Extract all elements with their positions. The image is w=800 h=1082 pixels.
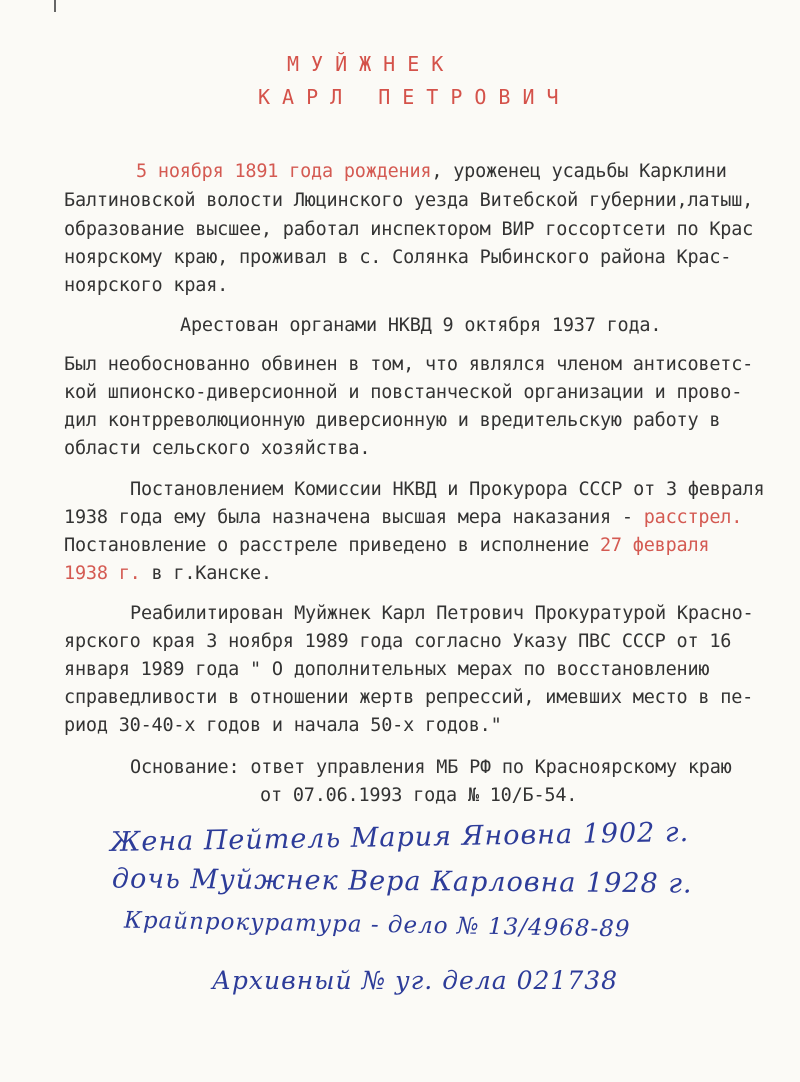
execution-date-red: 27 февраля: [599, 535, 710, 556]
para5-line2: ярского края 3 ноября 1989 года согласно Указу ПВС СССР от 16: [64, 631, 732, 652]
para1-line5: ноярского края.: [64, 275, 229, 296]
handwritten-line4: Архивный № уг. дела 021738: [212, 966, 619, 995]
corner-mark: [54, 0, 56, 12]
title-name: КАРЛ ПЕТРОВИЧ: [258, 85, 571, 109]
para5-line3: января 1989 года " О дополнительных мерах по восстановлению: [64, 659, 710, 680]
basis-line2: от 07.06.1993 года № 10/Б-54.: [260, 785, 578, 806]
para3-line4: области сельского хозяйства.: [64, 438, 371, 459]
arrest-line: Арестован органами НКВД 9 октября 1937 года.: [180, 315, 662, 336]
execution-year-red: 1938 г.: [64, 563, 141, 584]
para4-line3: Постановление о расстреле приведено в исполнение 27 февраля: [64, 535, 710, 556]
para3-line1: Был необоснованно обвинен в том, что являлся членом антисоветс-: [64, 354, 754, 375]
para3-line2: кой шпионско-диверсионной и повстанческой организации и прово-: [64, 382, 743, 403]
handwritten-line1: Жена Пейтель Мария Яновна 1902 г.: [109, 816, 690, 859]
handwritten-line2: дочь Муйжнек Вера Карловна 1928 г.: [111, 863, 693, 900]
para1-line1: 5 ноября 1891 года рождения, уроженец усадьбы Карклини: [136, 161, 727, 182]
para4-line1: Постановлением Комиссии НКВД и Прокурора СССР от 3 февраля: [130, 479, 765, 500]
basis-line1: Основание: ответ управления МБ РФ по Красноярскому краю: [130, 757, 732, 778]
sentence-red: расстрел.: [643, 507, 743, 528]
para4-line4: 1938 г. в г.Канске.: [64, 563, 272, 584]
title-surname: МУЙЖНЕК: [287, 52, 456, 76]
para1-line2: Балтиновской волости Люцинского уезда Витебской губернии,латыш,: [64, 190, 754, 211]
para5-line4: справедливости в отношении жертв репрессий, имевших место в пе-: [64, 687, 754, 708]
para3-line3: дил контрреволюционную диверсионную и вредительскую работу в: [64, 410, 721, 431]
para1-line3: образование высшее, работал инспектором ВИР госсортсети по Крас: [64, 219, 754, 240]
para4-line2: 1938 года ему была назначена высшая мера наказания - расстрел.: [64, 507, 743, 528]
para1-line4: ноярскому краю, проживал в с. Солянка Рыбинского района Крас-: [64, 247, 732, 268]
para5-line1: Реабилитирован Муйжнек Карл Петрович Прокуратурой Красно-: [130, 603, 754, 624]
birth-date: 5 ноября 1891 года рождения: [136, 161, 432, 182]
para5-line5: риод 30-40-х годов и начала 50-х годов.": [64, 715, 502, 736]
handwritten-line3: Крайпрокуратура - дело № 13/4968-89: [123, 907, 631, 943]
